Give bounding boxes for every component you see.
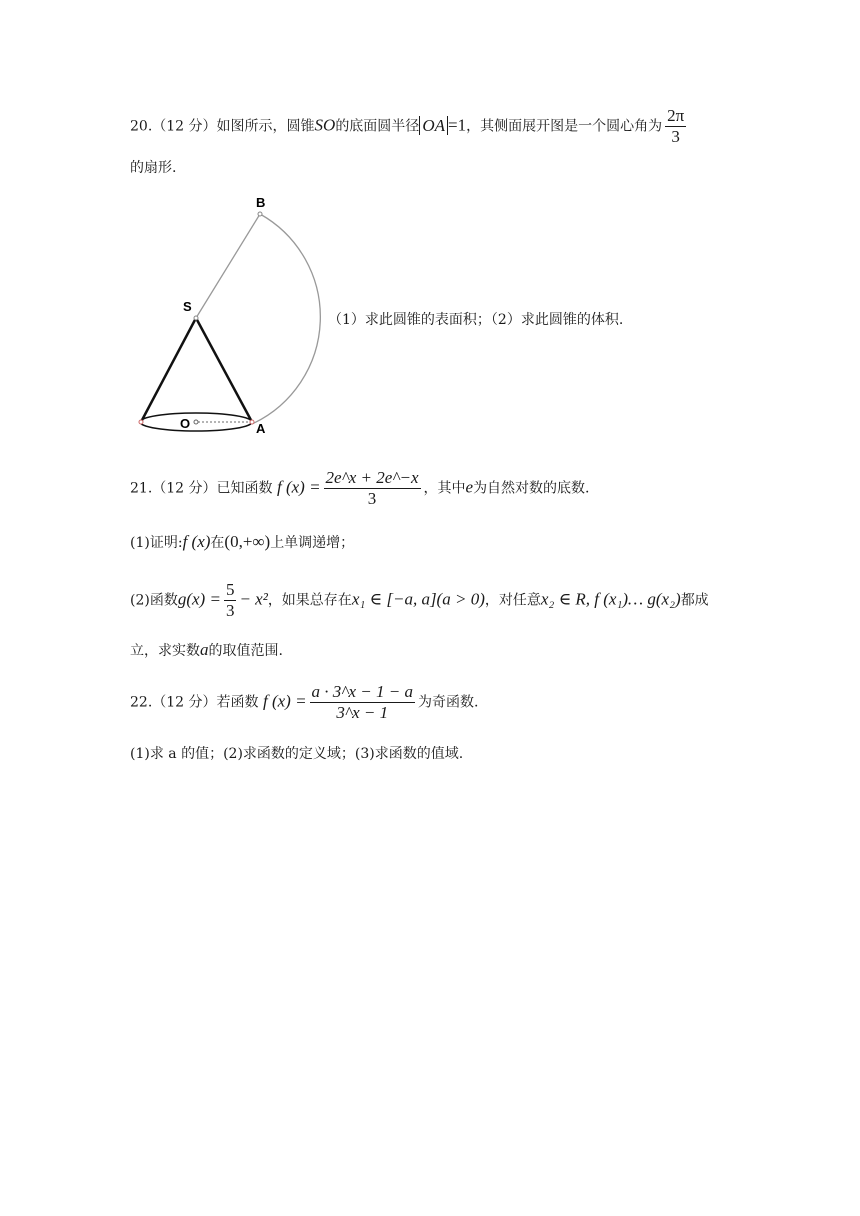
q21-number: 21. — [130, 480, 153, 497]
q21-part-2 — [130, 580, 709, 621]
q22-number: 22. — [130, 694, 153, 711]
q20-score: （12 分） — [152, 118, 217, 135]
q21-score: （12 分） — [152, 480, 217, 497]
q21-p2-x2: x₂ ∈ R, f (x₁)… g(x₂) — [540, 589, 681, 609]
point-b — [258, 212, 262, 216]
q21-num: 2e^x + 2e^−x — [325, 468, 419, 487]
q20-angle-fraction — [665, 106, 686, 147]
q20-angle-num: 2π — [667, 106, 685, 125]
q22-tasks: (1)求 a 的值；(2)求函数的定义域；(3)求函数的值域. — [130, 746, 464, 762]
q21-p1-c: 上单调递增； — [270, 535, 355, 551]
q21-fraction — [324, 468, 421, 509]
q21-p1-b: 在 — [210, 535, 225, 551]
q22-fraction — [310, 682, 415, 723]
q21-p2-den: 3 — [225, 601, 235, 620]
sector-arc — [252, 214, 320, 424]
q21-p2-a: (2)函数 — [130, 592, 178, 609]
label-o: O — [180, 416, 191, 431]
label-b: B — [256, 195, 266, 210]
q20-tasks: （1）求此圆锥的表面积；（2）求此圆锥的体积. — [328, 312, 624, 328]
q21-p2-rest: − x² — [239, 589, 268, 609]
q21-p2-num: 5 — [225, 580, 235, 599]
q22-text-1: 若函数 — [216, 694, 259, 711]
q21-p1-interval: (0,+∞) — [224, 532, 271, 551]
q20-text-3: ，其侧面展开图是一个圆心角为 — [466, 118, 663, 135]
q20-line-2: 的扇形. — [130, 160, 177, 176]
q21-text-1: 已知函数 — [216, 480, 273, 497]
q20-oa: OA — [419, 116, 448, 135]
q21-p2-fraction — [224, 580, 237, 621]
q22-num: a · 3^x − 1 − a — [311, 682, 413, 701]
q20-text-1: 如图所示，圆锥 — [216, 118, 315, 135]
q21-part-1 — [130, 532, 354, 553]
q21-part-2-cont — [130, 640, 283, 661]
q20-text-2: 的底面圆半径 — [335, 118, 420, 135]
q21-text-3: 为自然对数的底数. — [473, 480, 590, 497]
point-o — [194, 420, 198, 424]
q21-p2-b: ，如果总存在 — [267, 592, 352, 609]
q21-p2-x1: x₁ ∈ [−a, a](a > 0) — [351, 589, 485, 609]
q22-den: 3^x − 1 — [336, 703, 389, 722]
q22-score: （12 分） — [152, 694, 217, 711]
q22-text-2: 为奇函数. — [417, 694, 479, 711]
q20-line-1 — [130, 106, 689, 147]
q21-p1-a: (1)证明: — [130, 535, 183, 551]
q21-p2-e: 立，求实数 — [130, 643, 200, 659]
q20-cone-name: SO — [314, 115, 336, 135]
q21-p2-a-var: a — [200, 640, 209, 659]
label-s: S — [183, 299, 192, 314]
label-a: A — [256, 421, 266, 436]
q21-e: e — [465, 477, 474, 497]
cone-side-left — [141, 318, 196, 422]
q21-fx: f (x) = — [276, 477, 321, 497]
q20-number: 20. — [130, 118, 153, 135]
q21-p2-g: g(x) = — [177, 589, 221, 609]
q21-den: 3 — [367, 489, 377, 508]
point-a — [250, 420, 254, 424]
q20-eq: =1 — [447, 115, 467, 135]
cone-figure — [130, 190, 330, 440]
q22-line-1 — [130, 682, 478, 723]
cone-side-right — [196, 318, 252, 422]
q21-p1-f: f (x) — [182, 532, 211, 551]
q20-angle-den: 3 — [671, 127, 680, 146]
point-s — [194, 316, 198, 320]
point-left — [139, 420, 143, 424]
q22-fx: f (x) = — [262, 691, 307, 711]
q21-p2-d: 都成 — [680, 592, 709, 609]
sector-radius-sb — [196, 214, 260, 318]
q21-text-2: ，其中 — [423, 480, 466, 497]
q21-line-1 — [130, 468, 590, 509]
q21-p2-c: ，对任意 — [484, 592, 541, 609]
q21-p2-f: 的取值范围. — [208, 643, 283, 659]
